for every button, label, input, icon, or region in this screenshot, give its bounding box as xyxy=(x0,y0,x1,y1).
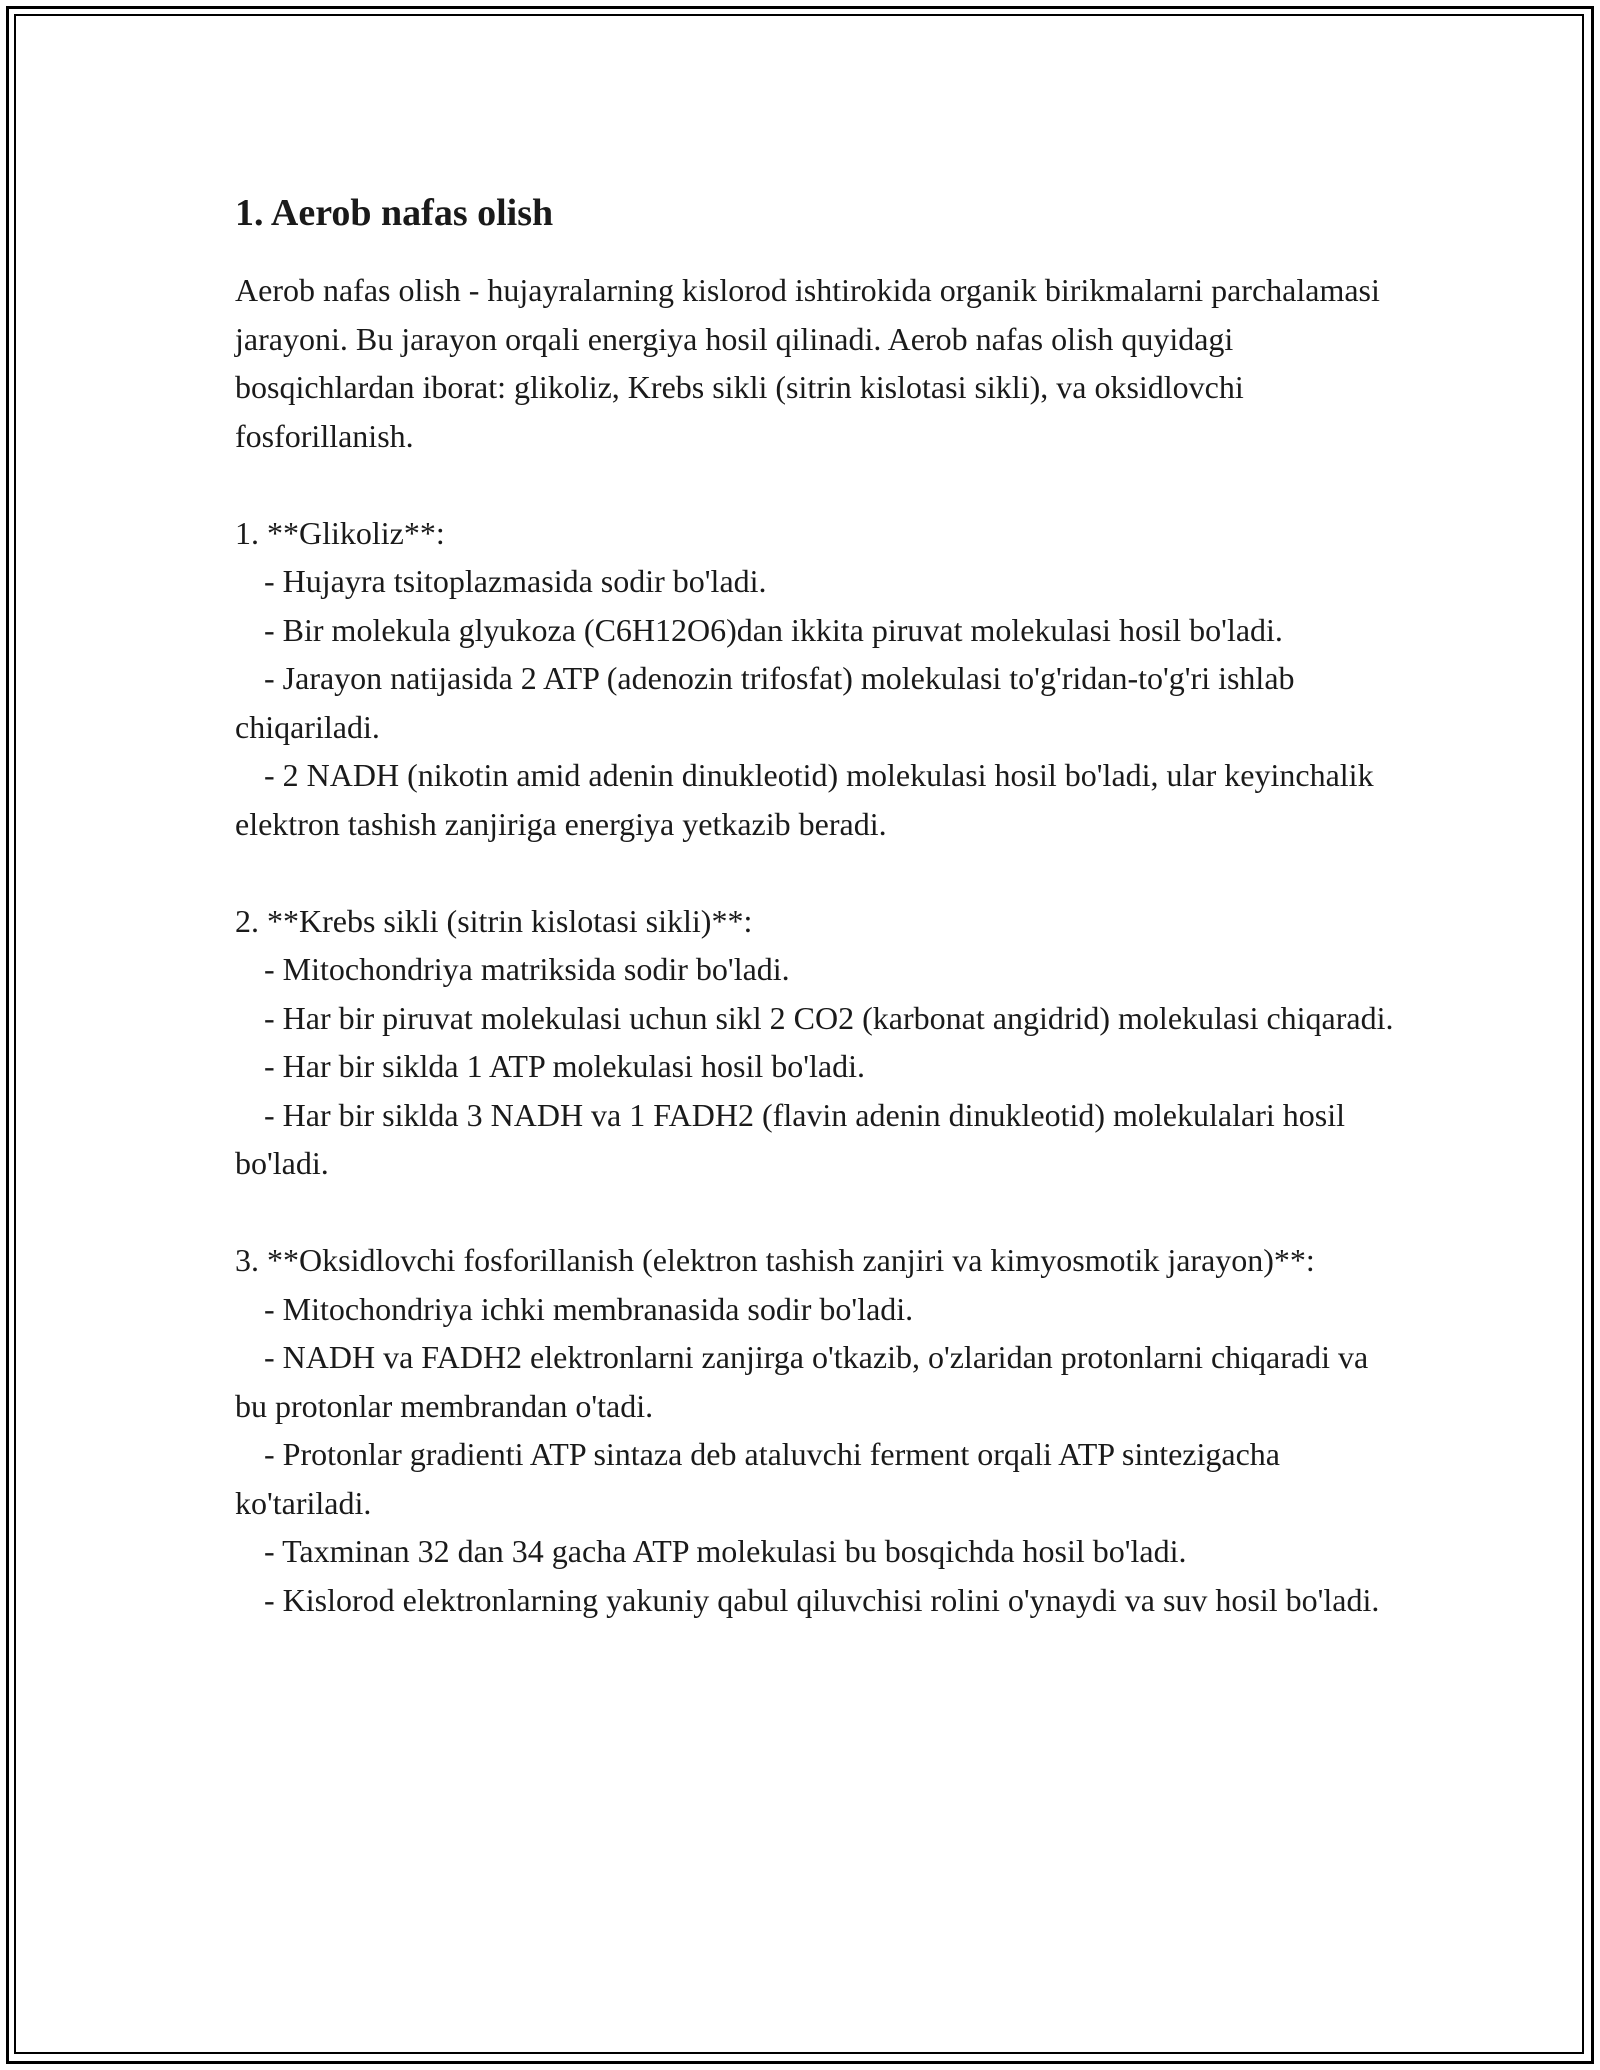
step-heading: 3. **Oksidlovchi fosforillanish (elektron tashish zanjiri va kimyosmotik jarayon)**: xyxy=(235,1242,1315,1278)
step-heading: 2. **Krebs sikli (sitrin kislotasi sikli)**: xyxy=(235,902,753,939)
step-bullet xyxy=(235,945,1395,994)
step-bullet xyxy=(235,1333,1395,1430)
step-section-glikoliz xyxy=(235,509,1395,849)
document-body xyxy=(235,186,1395,1624)
step-section-oksidlovchi xyxy=(235,1236,1395,1624)
step-bullet xyxy=(235,1527,1395,1576)
bullet-text: - Protonlar gradienti ATP sintaza deb ataluvchi ferment orqali ATP sintezigacha ko'tariladi. xyxy=(235,1436,1280,1521)
bullet-text: - Har bir siklda 3 NADH va 1 FADH2 (flavin adenin dinukleotid) molekulalari hosil bo'ladi. xyxy=(235,1096,1345,1181)
bullet-text: - Jarayon natijasida 2 ATP (adenozin trifosfat) molekulasi to'g'ridan-to'g'ri ishlab chiqariladi. xyxy=(235,660,1295,745)
bullet-text: - Mitochondriya matriksida sodir bo'ladi. xyxy=(264,951,790,987)
step-bullet xyxy=(235,606,1395,655)
bullet-text: - Har bir siklda 1 ATP molekulasi hosil bo'ladi. xyxy=(264,1048,865,1084)
step-section-krebs xyxy=(235,897,1395,1188)
step-bullet xyxy=(235,1576,1395,1625)
step-bullet xyxy=(235,994,1395,1043)
step-bullet xyxy=(235,1042,1395,1091)
bullet-text: - Bir molekula glyukoza (C6H12O6)dan ikkita piruvat molekulasi hosil bo'ladi. xyxy=(264,611,1283,648)
spacer xyxy=(235,460,1395,509)
step-bullet xyxy=(235,1430,1395,1527)
bullet-text: - 2 NADH (nikotin amid adenin dinukleotid) molekulasi hosil bo'ladi, ular keyinchalik elektron tashish zanjiriga energiya yetkazib beradi. xyxy=(235,757,1374,842)
bullet-text: - Mitochondriya ichki membranasida sodir bo'ladi. xyxy=(264,1290,914,1327)
step-bullet xyxy=(235,1091,1395,1188)
step-bullet xyxy=(235,654,1395,751)
bullet-text: - Taxminan 32 dan 34 gacha ATP molekulasi bu bosqichda hosil bo'ladi. xyxy=(264,1533,1187,1569)
step-heading: 1. **Glikoliz**: xyxy=(235,514,445,551)
step-bullet xyxy=(235,1285,1395,1334)
spacer xyxy=(235,848,1395,897)
bullet-text: - Hujayra tsitoplazmasida sodir bo'ladi. xyxy=(264,563,767,599)
bullet-text: - NADH va FADH2 elektronlarni zanjirga o'tkazib, o'zlaridan protonlarni chiqaradi va bu protonlar membrandan o'tadi. xyxy=(235,1339,1369,1424)
intro-paragraph: Aerob nafas olish - hujayralarning kislorod ishtirokida organik birikmalarni parchalamasi jarayoni. Bu jarayon orqali energiya hosil qilinadi. Aerob nafas olish quyidagi bosqichlardan iborat: glikoliz, Krebs sikli (sitrin kislotasi sikli), va oksidlovchi fosforillanish. xyxy=(235,272,1380,454)
step-bullet xyxy=(235,557,1395,606)
page-title: 1. Aerob nafas olish xyxy=(235,192,554,234)
bullet-text: - Har bir piruvat molekulasi uchun sikl 2 CO2 (karbonat angidrid) molekulasi chiqaradi. xyxy=(264,999,1394,1036)
bullet-text: - Kislorod elektronlarning yakuniy qabul qiluvchisi rolini o'ynaydi va suv hosil bo'ladi. xyxy=(264,1581,1380,1618)
spacer xyxy=(235,1188,1395,1237)
step-bullet xyxy=(235,751,1395,848)
